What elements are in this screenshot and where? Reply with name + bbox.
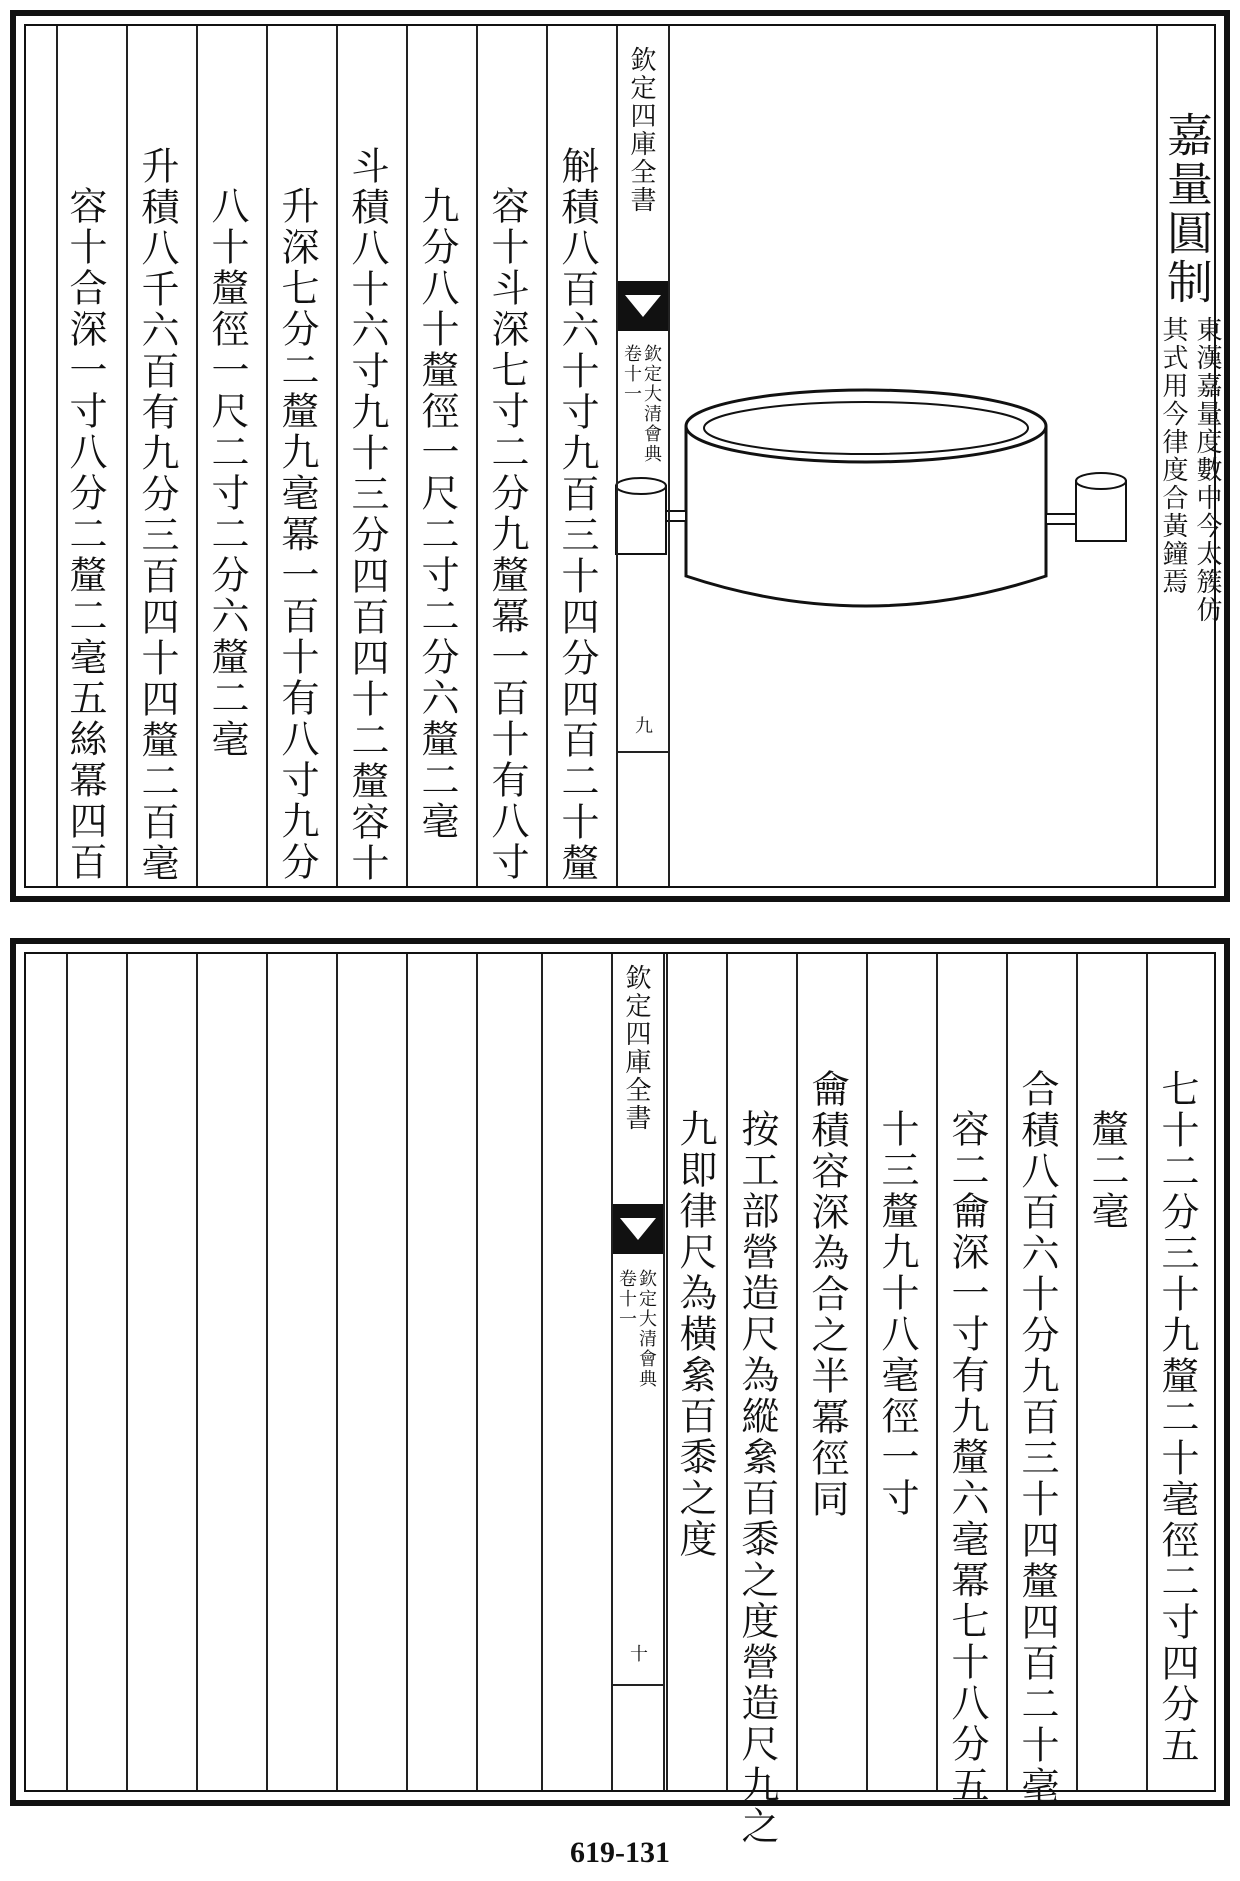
chapter-title: 欽定大清會典 [636,1269,657,1389]
column-rule [1076,954,1078,1790]
column-rule [126,26,128,886]
book-title: 欽定四庫全書 [621,964,651,1132]
text-column: 八十釐徑一尺二寸二分六釐二毫 [205,186,249,760]
text-column: 九即律尺為橫絫百黍之度 [673,1109,717,1560]
column-rule [66,954,68,1790]
column-rule [266,954,268,1790]
top-center-band [616,26,670,886]
column-rule [336,954,338,1790]
bottom-page-frame [24,952,1216,1847]
text-column: 容十合深一寸八分二釐二毫五絲冪四百 [63,186,107,883]
text-column: 按工部營造尺為縱絫百黍之度營造尺九之 [735,1109,779,1847]
title-note-line-1: 東漢嘉量度數中今太簇仿 [1192,316,1222,624]
jialiang-vessel-illustration [586,366,1146,646]
column-rule [546,26,548,886]
column-rule [666,954,668,1790]
column-rule [406,954,408,1790]
column-rule [796,954,798,1790]
reel-page-number: 619-131 [570,1836,670,1869]
bottom-page [10,938,1230,1847]
text-column: 合積八百六十分九百三十四釐四百二十毫 [1015,1069,1059,1807]
book-title: 欽定四庫全書 [626,46,656,214]
page-number: 十 [627,1644,648,1664]
bottom-center-band [611,954,665,1790]
fish-tail-mark [613,1204,663,1254]
column-rule [476,954,478,1790]
text-column: 容十斗深七寸二分九釐冪一百十有八寸 [485,186,529,883]
fish-tail-mark [618,281,668,331]
column-rule [476,26,478,886]
top-page [10,10,1230,902]
text-column: 升積八千六百有九分三百四十四釐二百毫 [135,146,179,884]
chapter-title: 欽定大清會典 [641,344,662,464]
text-column: 七十二分三十九釐二十毫徑二寸四分五 [1155,1069,1199,1766]
text-column: 九分八十釐徑一尺二寸二分六釐二毫 [415,186,459,842]
page-number-divider [613,1684,663,1686]
text-column: 十三釐九十八毫徑一寸 [875,1109,919,1519]
column-rule [196,954,198,1790]
volume-label: 卷十一 [616,1269,637,1329]
page-number: 九 [632,716,653,736]
text-column: 釐二毫 [1085,1109,1129,1232]
column-rule [266,26,268,886]
volume-label: 卷十一 [621,344,642,404]
column-rule [1006,954,1008,1790]
text-column: 升深七分二釐九毫冪一百十有八寸九分 [275,186,319,883]
column-rule [1146,954,1148,1790]
column-rule [541,954,543,1790]
column-rule [866,954,868,1790]
text-column: 斛積八百六十寸九百三十四分四百二十釐 [555,146,599,884]
top-page-frame [24,24,1222,888]
title-note-line-2: 其式用今律度合黃鐘焉 [1158,316,1188,596]
column-rule [726,954,728,1790]
column-rule [196,26,198,886]
column-rule [126,954,128,1790]
column-rule [56,26,58,886]
column-rule [936,954,938,1790]
text-column: 斗積八十六寸九十三分四百四十二釐容十 [345,146,389,884]
page-number-divider [618,751,668,753]
column-rule [336,26,338,886]
illustration-title: 嘉量圓制 [1160,111,1214,307]
text-column: 容二龠深一寸有九釐六毫冪七十八分五 [945,1109,989,1806]
text-column: 龠積容深為合之半冪徑同 [805,1069,849,1520]
column-rule [406,26,408,886]
